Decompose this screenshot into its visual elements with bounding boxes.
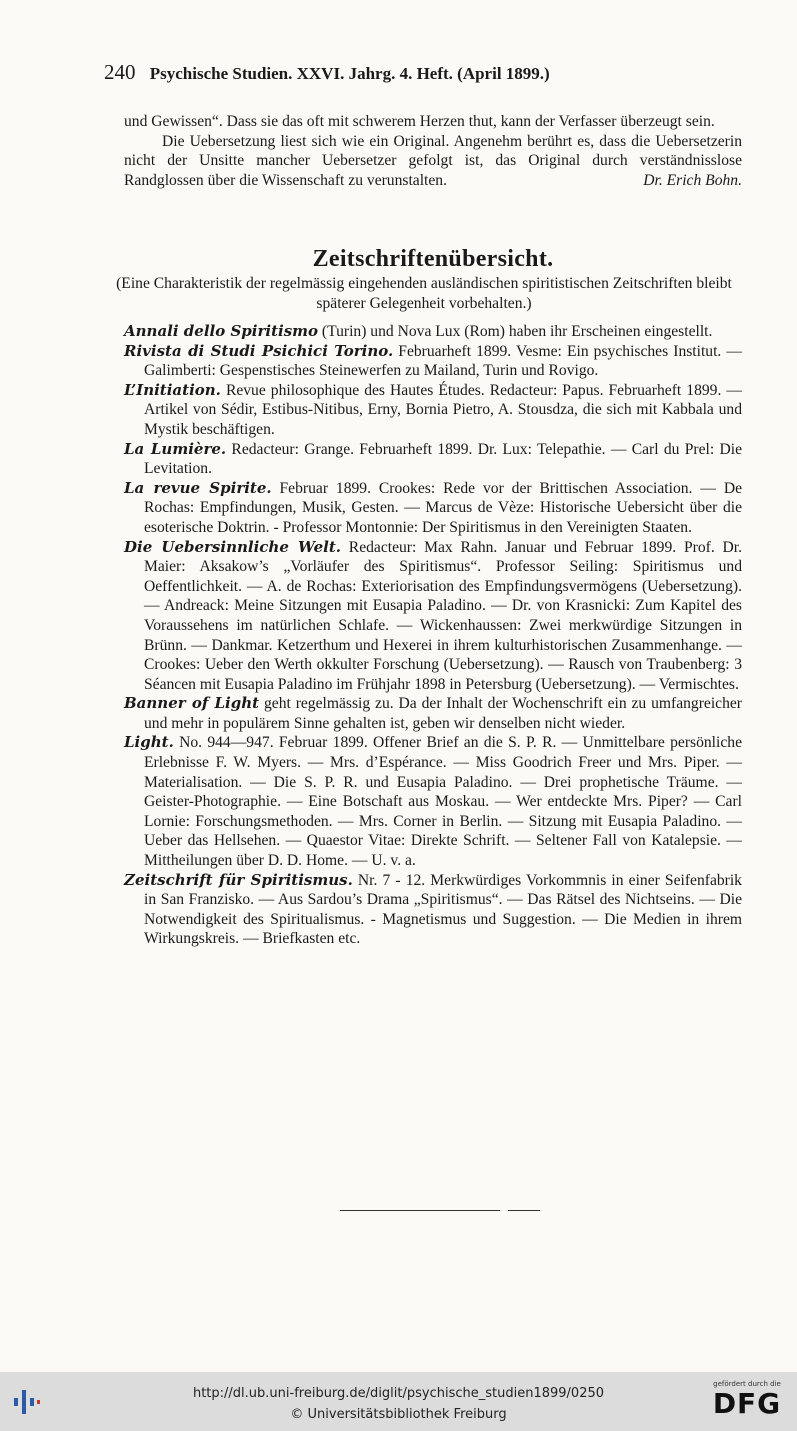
- journal-title: Die Uebersinnliche Welt.: [124, 537, 341, 556]
- journal-entry: [124, 479, 742, 538]
- entry-text: Februar 1899. Crookes: Rede vor der Brittischen Association. — De Rochas: Empfindungen, Musik, Gesten. — Marcus de Vèze: Historische Uebersicht über die esoterische Doktrin. - Professor Montonnie: Der Spiritismus in den Vereinigten Staaten.: [144, 479, 743, 536]
- running-header: [104, 60, 704, 85]
- end-rule-short: [508, 1210, 540, 1211]
- journal-entries: [124, 322, 742, 949]
- copyright-notice: © Universitätsbibliothek Freiburg: [290, 1407, 507, 1422]
- journal-entry: [124, 538, 742, 695]
- journal-title: Rivista di Studi Psichici Torino.: [124, 341, 394, 360]
- entry-text: Revue philosophique des Hautes Études. Redacteur: Papus. Februarheft 1899. — Artikel von Sédir, Estibus-Nitibus, Erny, Bornia Pietro, A. Stousdza, die sich mit Kabbala und Mystik beschäftigen.: [144, 381, 742, 438]
- journal-title: Light.: [124, 733, 174, 752]
- entry-text: No. 944—947. Februar 1899. Offener Brief an die S. P. R. — Unmittelbare persönliche Erlebnisse F. W. Myers. — Mrs. d’Espérance. — Miss Goodrich Freer und Mrs. Piper. — Materialisation. — Die S. P. R. und Eusapia Paladino. — Drei prophetische Träume. — Geister-Photographie. — Eine Botschaft aus Moskau. — Wer entdeckte Mrs. Piper? — Carl Lornie: Forschungsmethoden. — Mrs. Corner in Berlin. — Sitzung mit Eusapia Paladino. — Ueber das Hellsehen. — Quaestor Vitae: Direkte Schrift. — Seltener Fall von Katalepsie. — Mittheilungen über D. D. Home. — U. v. a.: [144, 734, 742, 870]
- journal-title: Annali dello Spiritismo: [124, 322, 319, 340]
- running-title: Psychische Studien. XXVI. Jahrg. 4. Heft. (April 1899.): [149, 64, 550, 83]
- dfg-caption: gefördert durch die: [713, 1380, 781, 1388]
- section-title: Zeitschriftenübersicht.: [312, 246, 554, 272]
- journal-entry: [124, 440, 742, 479]
- entry-text: Redacteur: Max Rahn. Januar und Februar 1899. Prof. Dr. Maier: Aksakow’s „Vorläufer des Spiritismus“. Professor Seiling: Spiritismus und Oeffentlichkeit. — A. de Rochas: Exteriorisation des Empfindungsvermögens (Uebersetzung). — Andreack: Meine Sitzungen mit Eusapia Paladino. — Dr. von Krasnicki: Zum Kapitel des Voraussehens im natürlichen Schlafe. — Wickenhaussen: Zwei merkwürdige Sitzungen in Brünn. — Dankmar. Ketzerthum und Hexerei in ihrem kulturhistorischen Zusammenhange. — Crookes: Ueber den Werth okkulter Forschung (Uebersetzung). — Rausch von Traubenberg: 3 Séancen mit Eusapia Paladino im Frühjahr 1898 in Petersburg (Uebersetzung). — Vermischtes.: [144, 538, 743, 693]
- journal-entry: [124, 733, 742, 870]
- journal-entry: [124, 694, 742, 733]
- journal-title: Banner of Light: [124, 694, 260, 713]
- journal-title: Zeitschrift für Spiritismus.: [124, 870, 353, 889]
- journal-entry: [124, 871, 742, 949]
- entry-text: (Turin) und Nova Lux (Rom) haben ihr Erscheinen eingestellt.: [318, 323, 713, 340]
- journal-entry: [124, 322, 742, 342]
- dfg-logo: [707, 1380, 787, 1426]
- journal-title: L’Initiation.: [124, 380, 221, 399]
- entry-text: geht regelmässig zu. Da der Inhalt der Wochenschrift ein zu umfangreicher und mehr in populärem Sinne gehalten ist, geben wir denselben nicht wieder.: [144, 695, 743, 732]
- review-signature: Dr. Erich Bohn.: [643, 171, 742, 189]
- section-subtitle: (Eine Charakteristik der regelmässig eingehenden ausländischen spiritistischen Zeitschriften bleibt späterer Gelegenheit vorbehalten.): [116, 275, 732, 312]
- journal-entry: [124, 381, 742, 440]
- page-number: 240: [104, 60, 136, 84]
- intro-text: [124, 112, 742, 190]
- entry-text: Nr. 7 - 12. Merkwürdiges Vorkommnis in einer Seifenfabrik in San Franzisko. — Aus Sardou’s Drama „Spiritismus“. — Das Rätsel des Nichtseins. — Die Notwendigkeit des Spiritualismus. - Magnetismus und Suggestion. — Die Medien in ihrem Wirkungskreis. — Briefkasten etc.: [144, 871, 742, 948]
- journal-title: La revue Spirite.: [124, 478, 272, 497]
- intro-paragraph-2: Die Uebersetzung liest sich wie ein Original. Angenehm berührt es, dass die Uebersetzerin nicht der Unsitte mancher Uebersetzer gefolgt ist, das Original durch verständnisslose Randglossen über die Wissenschaft zu verunstalten.: [124, 132, 742, 189]
- journal-entry: [124, 342, 742, 381]
- viewer-footer: [0, 1372, 797, 1431]
- dfg-logo-text: DFG: [712, 1387, 782, 1420]
- intro-paragraph-1: und Gewissen“. Dass sie das oft mit schwerem Herzen thut, kann der Verfasser überzeugt sein.: [124, 113, 715, 130]
- entry-text: Februarheft 1899. Vesme: Ein psychisches Institut. — Galimberti: Gespenstisches Steinewerfen zu Mailand, Turin und Rovigo.: [144, 342, 742, 380]
- entry-text: Redacteur: Grange. Februarheft 1899. Dr. Lux: Telepathie. — Carl du Prel: Die Levitation.: [144, 440, 742, 478]
- journal-title: La Lumière.: [124, 439, 227, 458]
- end-rule: [340, 1210, 500, 1211]
- source-url[interactable]: http://dl.ub.uni-freiburg.de/diglit/psychische_studien1899/0250: [192, 1386, 605, 1401]
